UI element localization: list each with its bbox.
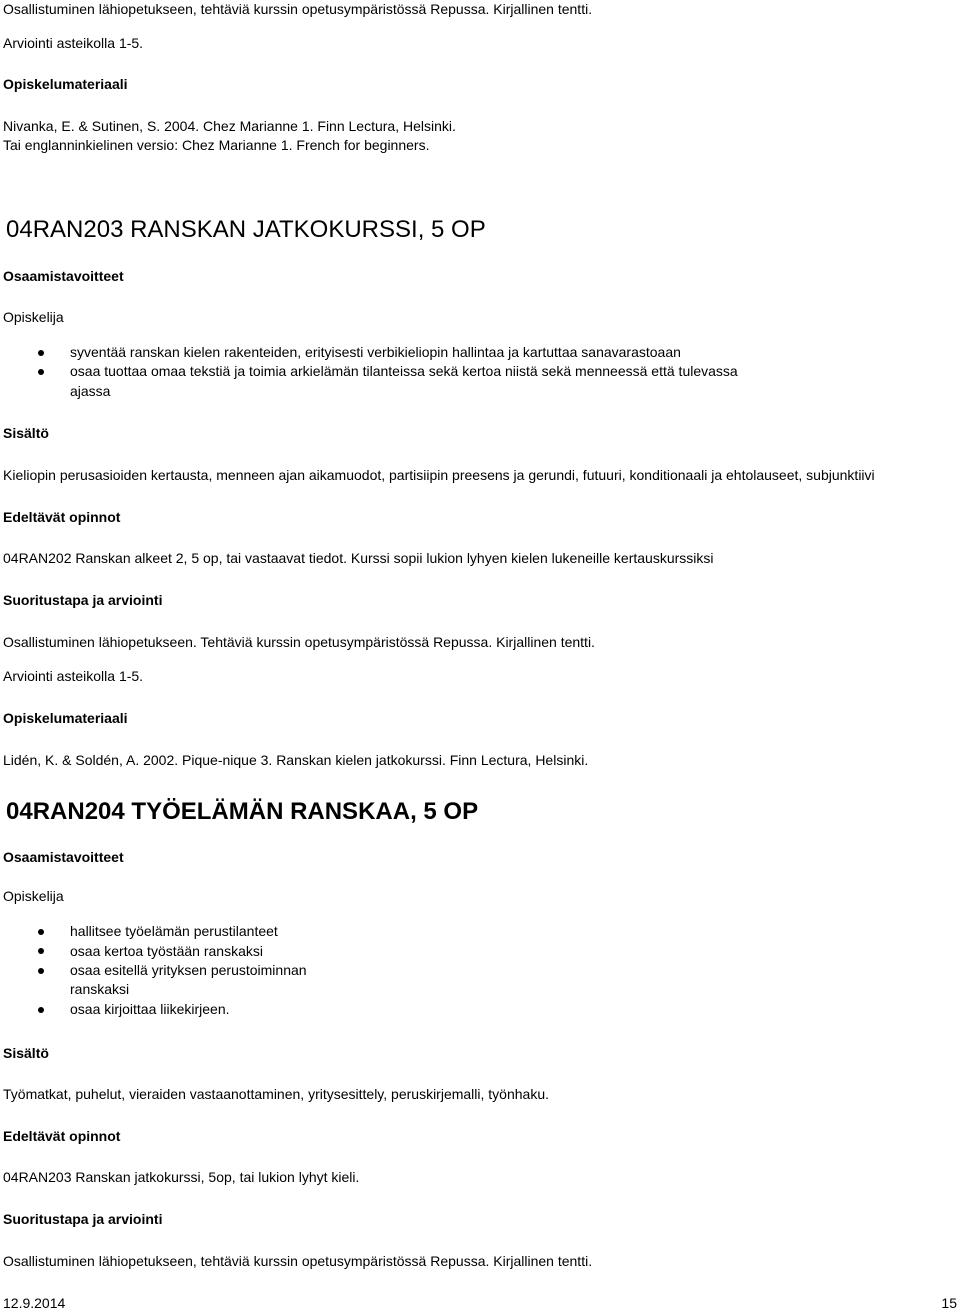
bullet-dot (38, 369, 44, 375)
course-204-prereq-text: 04RAN203 Ranskan jatkokurssi, 5op, tai lukion lyhyt kieli. (3, 1169, 360, 1185)
course-204-goals-heading: Osaamistavoitteet (3, 849, 124, 865)
course-203-content-heading: Sisältö (3, 425, 49, 441)
course-204-prereq-heading: Edeltävät opinnot (3, 1128, 121, 1144)
course-204-student-label: Opiskelija (3, 888, 64, 904)
course-204-goal-4: osaa kirjoittaa liikekirjeen. (70, 1001, 230, 1017)
course-204-method-text: Osallistuminen lähiopetukseen, tehtäviä kurssin opetusympäristössä Repussa. Kirjallinen tentti. (3, 1253, 593, 1269)
course-204-method-heading: Suoritustapa ja arviointi (3, 1211, 163, 1227)
bullet-dot (38, 929, 44, 935)
top-materials-line-2: Tai englanninkielinen versio: Chez Marianne 1. French for beginners. (3, 137, 430, 153)
course-203-method-heading: Suoritustapa ja arviointi (3, 592, 163, 608)
course-203-student-label: Opiskelija (3, 309, 64, 325)
course-204-goal-1: hallitsee työelämän perustilanteet (70, 923, 278, 939)
course-203-content-text: Kieliopin perusasioiden kertausta, menneen ajan aikamuodot, partisiipin preesens ja gerundi, futuuri, konditionaali ja ehtolauseet, subjunktiivi (3, 467, 875, 483)
course-203-materials-text: Lidén, K. & Soldén, A. 2002. Pique-nique 3. Ranskan kielen jatkokurssi. Finn Lectura, Helsinki. (3, 752, 589, 768)
top-materials-heading: Opiskelumateriaali (3, 76, 128, 92)
course-203-goal-2: osaa tuottaa omaa tekstiä ja toimia arkielämän tilanteissa sekä kertoa niistä sekä menneessä että tulevassa (70, 363, 738, 379)
course-204-title: 04RAN204 TYÖELÄMÄN RANSKAA, 5 OP (6, 798, 479, 825)
bullet-dot (38, 968, 44, 974)
course-203-prereq-heading: Edeltävät opinnot (3, 509, 121, 525)
course-203-grading-text: Arviointi asteikolla 1-5. (3, 668, 144, 684)
course-203-title: 04RAN203 RANSKAN JATKOKURSSI, 5 OP (6, 216, 486, 243)
course-203-materials-heading: Opiskelumateriaali (3, 710, 128, 726)
top-materials-line-1: Nivanka, E. & Sutinen, S. 2004. Chez Marianne 1. Finn Lectura, Helsinki. (3, 118, 456, 134)
top-line-2: Arviointi asteikolla 1-5. (3, 35, 144, 51)
bullet-dot (38, 1007, 44, 1013)
course-204-goal-3-cont: ranskaksi (70, 981, 130, 997)
course-203-goal-2-cont: ajassa (70, 383, 111, 399)
footer-page-number: 15 (941, 1295, 957, 1311)
course-203-method-text: Osallistuminen lähiopetukseen. Tehtäviä kurssin opetusympäristössä Repussa. Kirjallinen tentti. (3, 634, 595, 650)
course-203-goals-heading: Osaamistavoitteet (3, 268, 124, 284)
course-203-goal-1: syventää ranskan kielen rakenteiden, erityisesti verbikieliopin hallintaa ja kartuttaa sanavarastoaan (70, 344, 681, 360)
course-204-goal-3: osaa esitellä yrityksen perustoiminnan (70, 962, 307, 978)
footer-date: 12.9.2014 (3, 1295, 66, 1311)
bullet-dot (38, 948, 44, 954)
course-204-content-text: Työmatkat, puhelut, vieraiden vastaanottaminen, yritysesittely, peruskirjemalli, työnhaku. (3, 1086, 549, 1102)
bullet-dot (38, 350, 44, 356)
course-204-goal-2: osaa kertoa työstään ranskaksi (70, 943, 263, 959)
course-203-prereq-text: 04RAN202 Ranskan alkeet 2, 5 op, tai vastaavat tiedot. Kurssi sopii lukion lyhyen kielen lukeneille kertauskurssiksi (3, 550, 714, 566)
course-204-content-heading: Sisältö (3, 1045, 49, 1061)
top-line-1: Osallistuminen lähiopetukseen, tehtäviä kurssin opetusympäristössä Repussa. Kirjallinen tentti. (3, 1, 593, 17)
